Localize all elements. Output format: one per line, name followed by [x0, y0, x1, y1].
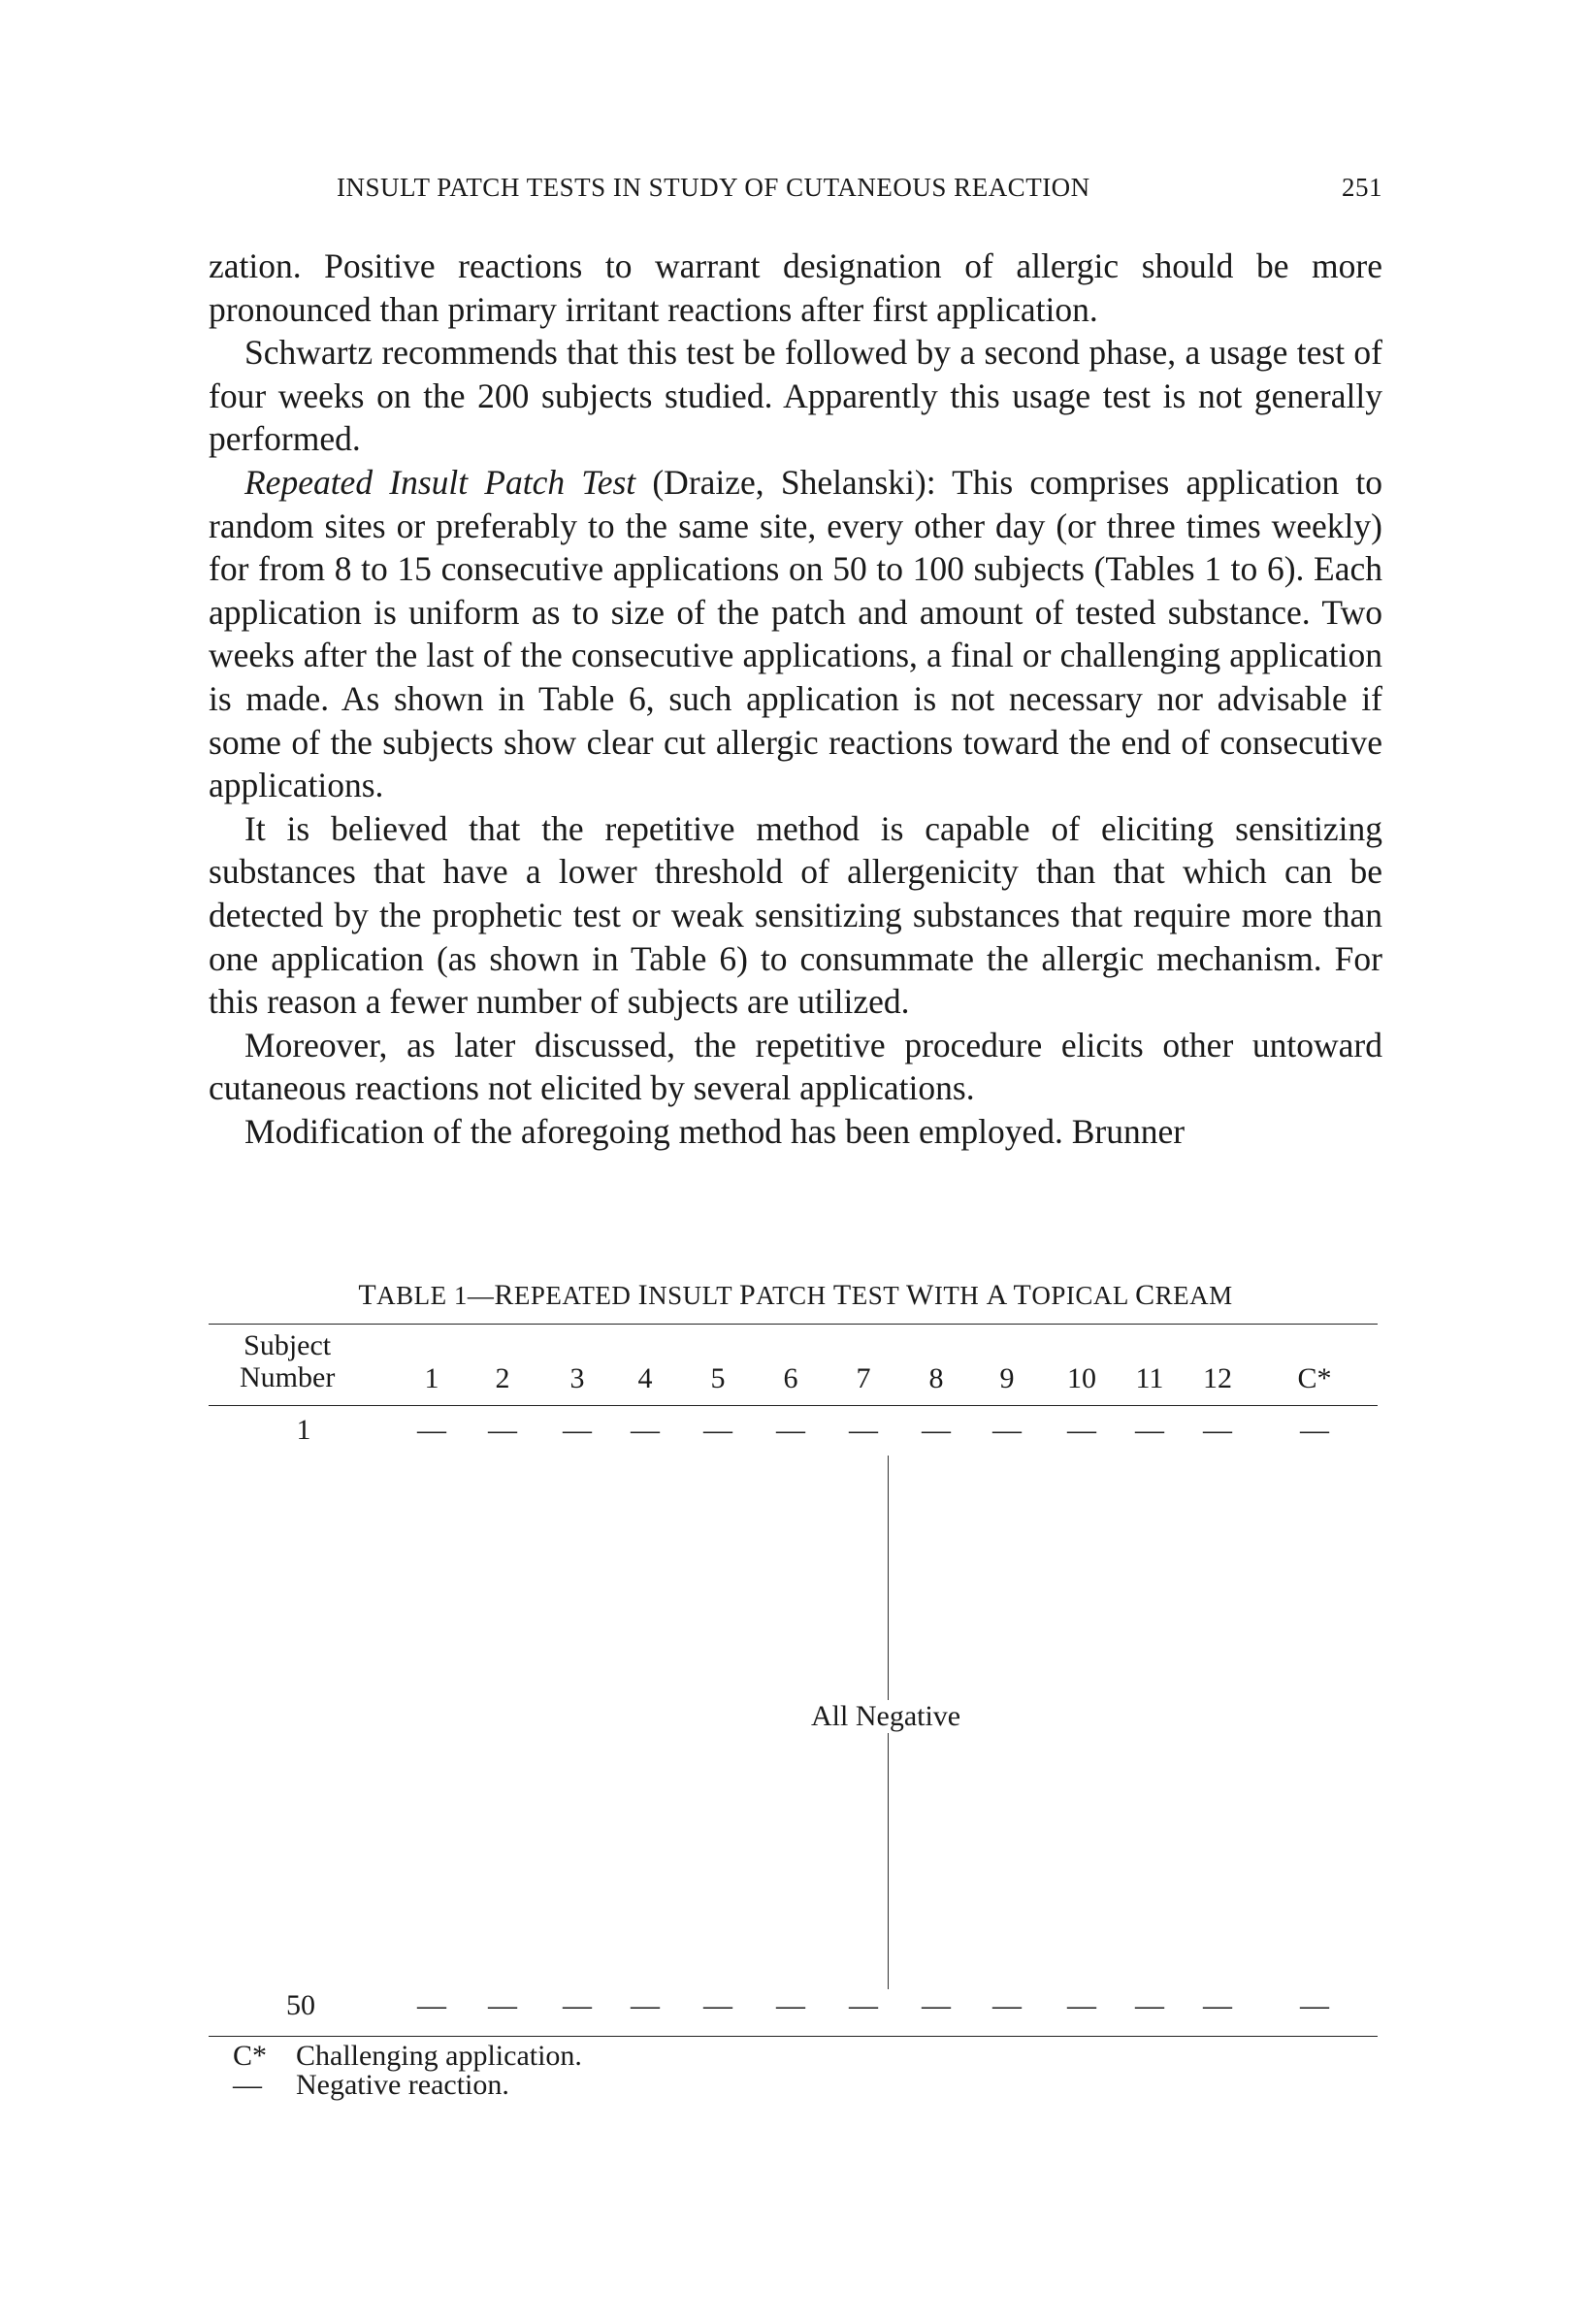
negative-mark: —: [1203, 1989, 1232, 2021]
paragraph-3: [209, 461, 1382, 807]
running-header: [209, 173, 1382, 206]
subject-row-last: 50: [286, 1989, 315, 2021]
negative-mark: —: [922, 1414, 951, 1446]
column-header-4: 4: [637, 1362, 653, 1394]
negative-mark: —: [563, 1414, 592, 1446]
section-title-repeated-insult: Repeated Insult Patch Test: [244, 462, 636, 502]
column-header-12: 12: [1203, 1362, 1232, 1394]
negative-mark: —: [703, 1414, 732, 1446]
table-caption: TABLE 1—REPEATED INSULT PATCH TEST WITH A TOPICAL CREAM: [358, 1279, 1233, 1311]
negative-mark: —: [1300, 1414, 1329, 1446]
negative-mark: —: [849, 1989, 878, 2021]
column-header-1: 1: [424, 1362, 439, 1394]
footnote-negative: — Negative reaction.: [233, 2069, 509, 2101]
table-bottom-rule: [209, 2036, 1378, 2037]
column-header-11: 11: [1135, 1362, 1164, 1394]
negative-mark: —: [417, 1989, 446, 2021]
page-number: 251: [1342, 173, 1382, 202]
negative-mark: —: [1067, 1414, 1096, 1446]
paragraph-2: Schwartz recommends that this test be followed by a second phase, a usage test of four weeks on the 200 subjects studied. Apparently this usage test is not generally performed.: [209, 333, 1382, 459]
negative-mark: —: [776, 1989, 805, 2021]
all-negative-note: All Negative: [807, 1700, 964, 1733]
body-text: [209, 245, 1382, 1153]
subject-number-header: Subject Number: [240, 1329, 336, 1393]
negative-mark: —: [992, 1989, 1022, 2021]
paragraph-6: Modification of the aforegoing method has been employed. Brunner: [244, 1111, 1186, 1151]
negative-mark: —: [488, 1989, 517, 2021]
negative-mark: —: [1300, 1989, 1329, 2021]
negative-mark: —: [631, 1989, 660, 2021]
negative-mark: —: [1203, 1414, 1232, 1446]
paragraph-3-text: (Draize, Shelanski): This comprises application to random sites or preferably to the same site, every other day (or three times weekly) for from 8 to 15 consecutive applications on 50 to 100 subjects (Tables 1 to 6). Each application is uniform as to size of the patch and amount of tested substance. Two weeks after the last of the consecutive applications, a final or challenging application is made. As shown in Table 6, such application is not necessary nor advisable if some of the subjects show clear cut allergic reactions toward the end of consecutive applications.: [209, 462, 1382, 805]
column-header-3: 3: [569, 1362, 585, 1394]
negative-mark: —: [563, 1989, 592, 2021]
table-header-rule: [209, 1405, 1378, 1406]
negative-mark: —: [1135, 1414, 1164, 1446]
column-header-8: 8: [928, 1362, 944, 1394]
negative-mark: —: [631, 1414, 660, 1446]
table-top-rule: [209, 1324, 1378, 1325]
subject-row-first: 1: [296, 1414, 311, 1446]
negative-mark: —: [992, 1414, 1022, 1446]
negative-mark: —: [1067, 1989, 1096, 2021]
negative-mark: —: [417, 1414, 446, 1446]
negative-mark: —: [488, 1414, 517, 1446]
negative-mark: —: [1135, 1989, 1164, 2021]
negative-mark: —: [922, 1989, 951, 2021]
running-title: INSULT PATCH TESTS IN STUDY OF CUTANEOUS REACTION: [337, 173, 1090, 202]
paragraph-4: It is believed that the repetitive method is capable of eliciting sensitizing substances that have a lower threshold of allergenicity than that which can be detected by the prophetic test or weak sensitizing substances that require more than one application (as shown in Table 6) to consummate the allergic mechanism. For this reason a fewer number of subjects are utilized.: [209, 808, 1382, 1022]
column-header-6: 6: [783, 1362, 798, 1394]
table-footnotes: [233, 2042, 582, 2100]
negative-mark: —: [703, 1989, 732, 2021]
paragraph-1: zation. Positive reactions to warrant designation of allergic should be more pronounced than primary irritant reactions after first application.: [209, 246, 1382, 329]
column-header-5: 5: [710, 1362, 726, 1394]
paragraph-5: Moreover, as later discussed, the repetitive procedure elicits other untoward cutaneous reactions not elicited by several applications.: [209, 1025, 1382, 1108]
column-header-9: 9: [999, 1362, 1015, 1394]
column-header-13: C*: [1297, 1362, 1332, 1394]
negative-mark: —: [776, 1414, 805, 1446]
negative-mark: —: [849, 1414, 878, 1446]
column-header-7: 7: [856, 1362, 871, 1394]
column-header-10: 10: [1067, 1362, 1096, 1394]
column-header-2: 2: [495, 1362, 510, 1394]
footnote-challenging: C* Challenging application.: [233, 2040, 582, 2072]
